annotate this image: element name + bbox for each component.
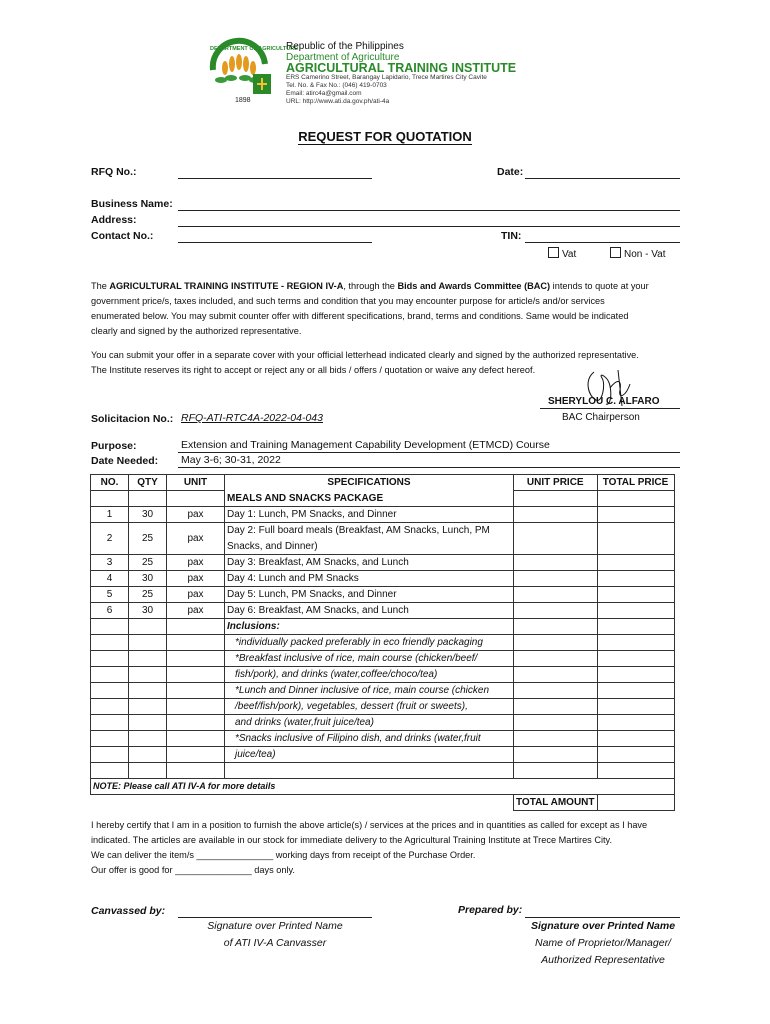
agency-telfax: Tel. No. & Fax No.: (046) 419-0703: [286, 82, 387, 89]
row-unit: pax: [167, 555, 225, 571]
header-specs: SPECIFICATIONS: [225, 475, 514, 491]
prepared-by-label: Prepared by:: [458, 904, 523, 916]
quotation-table: [90, 474, 675, 811]
canvasser-caption-2: of ATI IV-A Canvasser: [223, 937, 327, 949]
row-unit: pax: [167, 587, 225, 603]
contact-label: Contact No.:: [91, 230, 154, 242]
inclusion-item: *individually packed preferably in eco friendly packaging: [225, 635, 514, 651]
header-qty: QTY: [129, 475, 167, 491]
table-row: [91, 555, 675, 571]
preparer-signature-line[interactable]: [525, 917, 680, 918]
row-total-price[interactable]: [597, 555, 674, 571]
agency-address: ERS Camerino Street, Barangay Lapidario, Trece Martires City Cavite: [286, 74, 487, 81]
table-row: [91, 731, 675, 747]
row-unit: pax: [167, 523, 225, 555]
table-row: [91, 651, 675, 667]
row-spec: Day 6: Breakfast, AM Snacks, and Lunch: [225, 603, 514, 619]
agency-header: [286, 41, 516, 106]
inclusion-item: *Breakfast inclusive of rice, main course (chicken/beef/: [225, 651, 514, 667]
submission-paragraph: You can submit your offer in a separate cover with your official letterhead indicated clearly and signed by the authorized representative. The Institute reserves its right to accept or reject any or all bids / offers / quotation or waive any defect hereof.: [91, 350, 639, 375]
tin-label: TIN:: [501, 230, 522, 242]
date-label: Date:: [497, 166, 524, 178]
table-row: [91, 763, 675, 779]
preparer-caption-1: Signature over Printed Name: [530, 920, 676, 932]
tin-field[interactable]: [525, 242, 680, 243]
row-unit-price[interactable]: [514, 587, 598, 603]
agency-email: Email: atirc4a@gmail.com: [286, 90, 362, 97]
table-header-row: [91, 475, 675, 491]
rfq-number-field[interactable]: [178, 178, 372, 179]
department-name: Department of Agriculture: [286, 52, 400, 63]
row-no: 5: [91, 587, 129, 603]
chairperson-name: SHERYLOU C. ALFARO: [548, 396, 660, 407]
row-qty: 30: [129, 603, 167, 619]
business-name-field[interactable]: [178, 210, 680, 211]
solicitation-label: Solicitacion No.:: [91, 413, 174, 425]
canvassed-by-label: Canvassed by:: [91, 905, 166, 917]
canvasser-caption-1: Signature over Printed Name: [207, 920, 343, 932]
inclusions-label: Inclusions:: [225, 619, 514, 635]
intro-paragraph: The AGRICULTURAL TRAINING INSTITUTE - REGION IV-A, through the Bids and Awards Committee (BAC) intends to quote at your government price/s, taxes included, and such terms and condition that you may encounter purpose for article/s and/or services enumerated below. You may submit counter offer with different specifications, brand, terms and conditions. Same would be indicated clearly and signed by the authorized representative.: [91, 281, 649, 336]
row-spec: Day 4: Lunch and PM Snacks: [225, 571, 514, 587]
header-no: NO.: [91, 475, 129, 491]
row-unit-price[interactable]: [514, 603, 598, 619]
purpose-label: Purpose:: [91, 440, 137, 452]
table-row: [91, 667, 675, 683]
nonvat-checkbox[interactable]: [610, 247, 621, 258]
total-row: [91, 795, 675, 811]
row-qty: 30: [129, 571, 167, 587]
address-field[interactable]: [178, 226, 680, 227]
rfq-label: RFQ No.:: [91, 166, 137, 178]
date-needed-value: May 3-6; 30-31, 2022: [181, 454, 281, 466]
agency-url: URL: http://www.ati.da.gov.ph/ati-4a: [286, 98, 390, 105]
purpose-line: [178, 452, 680, 453]
date-needed-line: [178, 467, 680, 468]
page-title: REQUEST FOR QUOTATION: [298, 129, 472, 144]
logo-year: 1898: [235, 97, 251, 104]
canvasser-signature-line[interactable]: [178, 917, 372, 918]
row-total-price[interactable]: [597, 523, 674, 555]
row-unit: pax: [167, 603, 225, 619]
preparer-caption-3: Authorized Representative: [541, 954, 665, 966]
row-total-price[interactable]: [597, 587, 674, 603]
table-row: [91, 747, 675, 763]
table-row: [91, 699, 675, 715]
row-qty: 25: [129, 555, 167, 571]
solicitation-number: RFQ-ATI-RTC4A-2022-04-043: [181, 412, 323, 424]
row-spec: Day 3: Breakfast, AM Snacks, and Lunch: [225, 555, 514, 571]
row-total-price[interactable]: [597, 603, 674, 619]
package-title: MEALS AND SNACKS PACKAGE: [225, 491, 514, 507]
inclusion-item: *Snacks inclusive of Filipino dish, and drinks (water,fruit: [225, 731, 514, 747]
purpose-value: Extension and Training Management Capability Development (ETMCD) Course: [181, 439, 550, 451]
table-row: [91, 619, 675, 635]
chairperson-title: BAC Chairperson: [562, 412, 640, 423]
inclusion-item: *Lunch and Dinner inclusive of rice, main course (chicken: [225, 683, 514, 699]
row-unit: pax: [167, 507, 225, 523]
row-unit-price[interactable]: [514, 523, 598, 555]
country-name: Republic of the Philippines: [286, 41, 404, 52]
header-unit: UNIT: [167, 475, 225, 491]
preparer-caption-2: Name of Proprietor/Manager/: [535, 937, 671, 949]
row-unit: pax: [167, 571, 225, 587]
chair-signature-line: [540, 408, 680, 409]
table-row: [91, 587, 675, 603]
row-qty: 25: [129, 523, 167, 555]
date-needed-label: Date Needed:: [91, 455, 159, 467]
address-label: Address:: [91, 214, 137, 226]
certification-paragraph: I hereby certify that I am in a position to furnish the above article(s) / services at the prices and in quantities as called for except as I have indicated. The articles are available in our stock for immediate delivery to the Agricultural Training Institute at Trece Martires City. We can deliver the item/s _______________ working days from receipt of the Purchase Order. Our offer is good for _______________ days only.: [91, 820, 648, 875]
date-field[interactable]: [525, 178, 680, 179]
agency-logo: [205, 40, 298, 104]
nonvat-option[interactable]: Non - Vat: [610, 247, 666, 260]
contact-field[interactable]: [178, 242, 372, 243]
row-no: 6: [91, 603, 129, 619]
table-row: [91, 635, 675, 651]
inclusion-item: and drinks (water,fruit juice/tea): [225, 715, 514, 731]
row-total-price[interactable]: [597, 571, 674, 587]
row-spec: Day 2: Full board meals (Breakfast, AM Snacks, Lunch, PM Snacks, and Dinner): [225, 523, 514, 555]
header-unit-price: UNIT PRICE: [514, 475, 598, 491]
total-amount-label: TOTAL AMOUNT: [514, 795, 598, 811]
business-name-label: Business Name:: [91, 198, 173, 210]
table-note: NOTE: Please call ATI IV-A for more details: [91, 779, 675, 795]
inclusion-item: /beef/fish/pork), vegetables, dessert (fruit or sweets),: [225, 699, 514, 715]
vat-option[interactable]: Vat: [548, 247, 576, 260]
row-total-price[interactable]: [597, 507, 674, 523]
table-row: [91, 491, 675, 507]
row-no: 2: [91, 523, 129, 555]
row-no: 1: [91, 507, 129, 523]
table-row: [91, 507, 675, 523]
table-row: [91, 603, 675, 619]
inclusion-item: fish/pork), and drinks (water,coffee/choco/tea): [225, 667, 514, 683]
row-qty: 30: [129, 507, 167, 523]
total-amount-value[interactable]: [597, 795, 674, 811]
row-qty: 25: [129, 587, 167, 603]
row-no: 3: [91, 555, 129, 571]
inclusion-item: juice/tea): [225, 747, 514, 763]
row-unit-price[interactable]: [514, 507, 598, 523]
row-unit-price[interactable]: [514, 571, 598, 587]
note-row: [91, 779, 675, 795]
vat-checkbox[interactable]: [548, 247, 559, 258]
row-spec: Day 5: Lunch, PM Snacks, and Dinner: [225, 587, 514, 603]
table-row: [91, 571, 675, 587]
institute-name: AGRICULTURAL TRAINING INSTITUTE: [286, 61, 517, 75]
header-total-price: TOTAL PRICE: [597, 475, 674, 491]
row-no: 4: [91, 571, 129, 587]
logo-ring-text: DEPARTMENT OF AGRICULTURE: [210, 46, 298, 52]
row-spec: Day 1: Lunch, PM Snacks, and Dinner: [225, 507, 514, 523]
table-row: [91, 683, 675, 699]
table-row: [91, 715, 675, 731]
table-row: [91, 523, 675, 555]
row-unit-price[interactable]: [514, 555, 598, 571]
